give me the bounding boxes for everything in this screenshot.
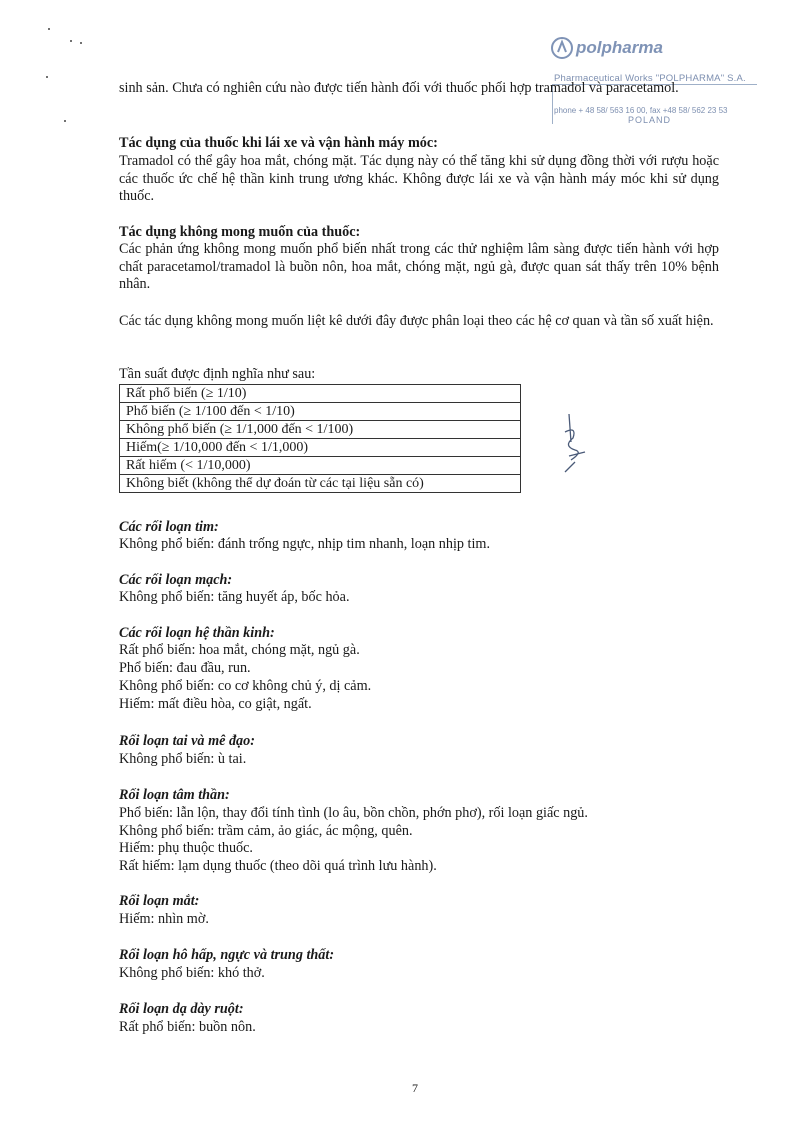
- polpharma-logo-icon: [550, 36, 574, 60]
- side-effects-text-1: Các phản ứng không mong muốn phổ biến nhất trong các thử nghiệm lâm sàng được tiến hành với hợp chất paracetamol/tramadol là buồn nôn, hoa mắt, chóng mặt, ngủ gà, được quan sát thấy trên 10% bệnh nhân.: [119, 241, 719, 292]
- section-line: Không phổ biến: đánh trống ngực, nhịp tim nhanh, loạn nhịp tim.: [119, 536, 491, 552]
- section-line: Phổ biến: đau đầu, run.: [119, 660, 251, 676]
- frequency-table: [119, 384, 521, 493]
- section-heading-respiratory: Rối loạn hô hấp, ngực và trung thất:: [119, 947, 335, 963]
- section-line: Không phổ biến: khó thở.: [119, 965, 265, 981]
- section-heading-ear: Rối loạn tai và mê đạo:: [119, 733, 255, 749]
- table-row: [120, 439, 521, 457]
- section-line: Không phổ biến: trầm cảm, ảo giác, ác mộng, quên.: [119, 823, 413, 839]
- scan-speck: [64, 120, 66, 122]
- table-cell: Rất hiếm (< 1/10,000): [120, 457, 521, 475]
- table-row: [120, 457, 521, 475]
- stamp-phone: phone + 48 58/ 563 16 00, fax +48 58/ 562 23 53: [554, 106, 728, 115]
- table-cell: Không biết (không thể dự đoán từ các tại liệu sẵn có): [120, 475, 521, 493]
- section-line: Không phổ biến: ù tai.: [119, 751, 247, 767]
- section-heading-psychiatric: Rối loạn tâm thần:: [119, 787, 230, 803]
- section-line: Hiếm: phụ thuộc thuốc.: [119, 840, 253, 856]
- stamp-country: POLAND: [628, 115, 672, 125]
- table-cell: Hiếm(≥ 1/10,000 đến < 1/1,000): [120, 439, 521, 457]
- intro-paragraph: sinh sản. Chưa có nghiên cứu nào được tiến hành đối với thuốc phối hợp tramadol và paracetamol.: [119, 80, 679, 96]
- side-effects-heading: Tác dụng không mong muốn của thuốc:: [119, 224, 361, 240]
- section-line: Rất hiếm: lạm dụng thuốc (theo dõi quá trình lưu hành).: [119, 858, 437, 874]
- table-cell: Không phổ biến (≥ 1/1,000 đến < 1/100): [120, 421, 521, 439]
- section-line: Không phổ biến: co cơ không chủ ý, dị cảm.: [119, 678, 372, 694]
- scan-speck: [80, 42, 82, 44]
- driving-heading: Tác dụng của thuốc khi lái xe và vận hành máy móc:: [119, 135, 438, 151]
- table-row: [120, 385, 521, 403]
- section-heading-vascular: Các rối loạn mạch:: [119, 572, 233, 588]
- section-line: Rất phổ biến: hoa mắt, chóng mặt, ngủ gà.: [119, 642, 360, 658]
- section-heading-gastro: Rối loạn dạ dày ruột:: [119, 1001, 244, 1017]
- section-line: Rất phổ biến: buồn nôn.: [119, 1019, 256, 1035]
- table-row: [120, 403, 521, 421]
- frequency-intro: Tần suất được định nghĩa như sau:: [119, 366, 316, 382]
- section-heading-nervous: Các rối loạn hệ thần kinh:: [119, 625, 275, 641]
- section-line: Hiếm: nhìn mờ.: [119, 911, 209, 927]
- table-row: [120, 421, 521, 439]
- section-line: Hiếm: mất điều hòa, co giật, ngất.: [119, 696, 312, 712]
- stamp-company-name: Pharmaceutical Works "POLPHARMA" S.A.: [554, 73, 746, 84]
- scan-speck: [48, 28, 50, 30]
- driving-text: Tramadol có thể gây hoa mắt, chóng mặt. Tác dụng này có thể tăng khi sử dụng đồng thời với rượu hoặc các thuốc ức chế hệ thần kinh trung ương khác. Không được lái xe và vận hành máy móc khi sử dụng thuốc.: [119, 153, 719, 204]
- signature-mark: [555, 412, 595, 474]
- scan-speck: [70, 40, 72, 42]
- section-heading-eye: Rối loạn mắt:: [119, 893, 200, 909]
- page-number: 7: [412, 1081, 418, 1095]
- section-heading-heart: Các rối loạn tim:: [119, 519, 219, 535]
- stamp-brand: polpharma: [576, 38, 663, 57]
- section-line: Phổ biến: lẫn lộn, thay đổi tính tình (lo âu, bồn chồn, phớn phơ), rối loạn giấc ngủ.: [119, 805, 588, 821]
- table-row: [120, 475, 521, 493]
- table-cell: Rất phổ biến (≥ 1/10): [120, 385, 521, 403]
- section-line: Không phổ biến: tăng huyết áp, bốc hỏa.: [119, 589, 350, 605]
- scan-speck: [46, 76, 48, 78]
- table-cell: Phổ biến (≥ 1/100 đến < 1/10): [120, 403, 521, 421]
- side-effects-text-2: Các tác dụng không mong muốn liệt kê dưới đây được phân loại theo các hệ cơ quan và tần số xuất hiện.: [119, 313, 714, 329]
